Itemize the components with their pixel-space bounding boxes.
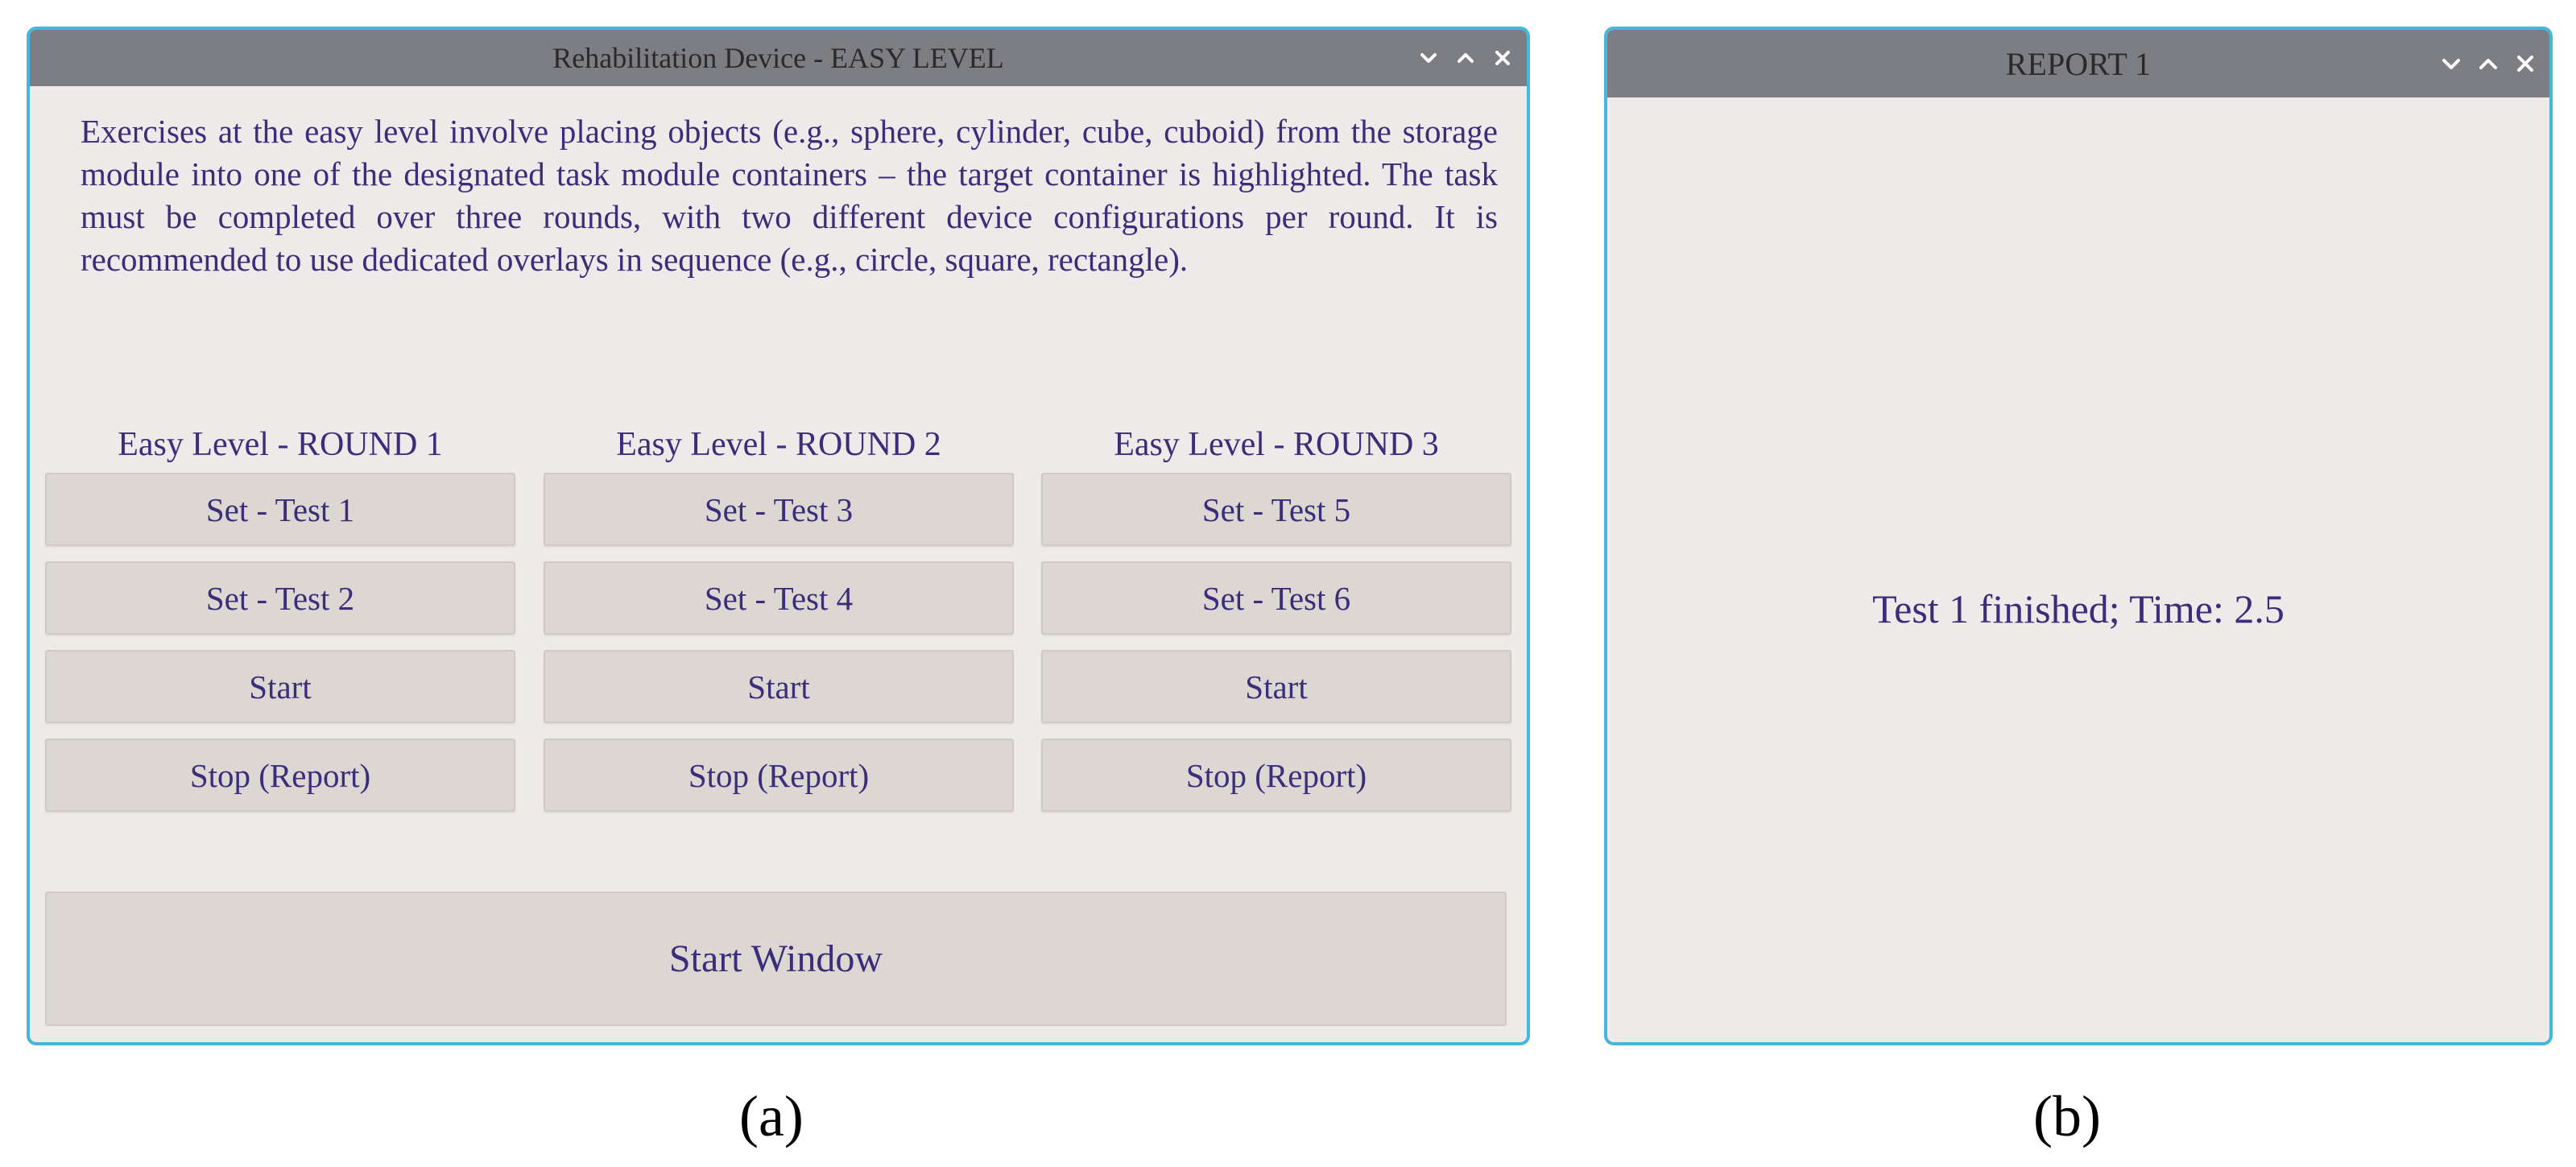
set-test-6-button[interactable]: Set - Test 6 xyxy=(1041,561,1511,635)
report-result-text: Test 1 finished; Time: 2.5 xyxy=(1872,586,2284,631)
set-test-4-button[interactable]: Set - Test 4 xyxy=(544,561,1014,635)
window-title: Rehabilitation Device - EASY LEVEL xyxy=(552,42,1004,74)
round-3-column xyxy=(1041,421,1511,827)
set-test-5-button[interactable]: Set - Test 5 xyxy=(1041,473,1511,546)
chevron-up-icon xyxy=(1457,52,1474,64)
chevron-down-icon xyxy=(2442,58,2461,70)
start-round-2-button[interactable]: Start xyxy=(544,650,1014,723)
set-test-1-button[interactable]: Set - Test 1 xyxy=(45,473,515,546)
chevron-up-icon xyxy=(2479,58,2498,70)
maximize-button[interactable] xyxy=(1449,42,1482,74)
stop-report-round-3-button[interactable]: Stop (Report) xyxy=(1041,739,1511,812)
stop-report-round-2-button[interactable]: Stop (Report) xyxy=(544,739,1014,812)
stop-report-round-1-button[interactable]: Stop (Report) xyxy=(45,739,515,812)
easy-level-titlebar[interactable] xyxy=(30,30,1527,86)
chevron-down-icon xyxy=(1420,52,1437,64)
round-1-heading: Easy Level - ROUND 1 xyxy=(118,426,443,463)
easy-level-window xyxy=(27,27,1530,1045)
report-window-controls xyxy=(2435,30,2541,97)
report-minimize-button[interactable] xyxy=(2435,48,2467,80)
start-round-1-button[interactable]: Start xyxy=(45,650,515,723)
round-2-heading: Easy Level - ROUND 2 xyxy=(616,426,941,463)
round-2-column xyxy=(544,421,1014,827)
report-maximize-button[interactable] xyxy=(2472,48,2504,80)
report-window-title: REPORT 1 xyxy=(2005,45,2152,82)
round-3-heading: Easy Level - ROUND 3 xyxy=(1114,426,1439,463)
report-close-button[interactable] xyxy=(2509,48,2541,80)
report-window xyxy=(1604,27,2553,1045)
caption-b: (b) xyxy=(2033,1084,2101,1148)
close-button[interactable] xyxy=(1486,42,1519,74)
caption-a: (a) xyxy=(739,1084,804,1148)
close-icon xyxy=(2516,55,2534,72)
start-round-3-button[interactable]: Start xyxy=(1041,650,1511,723)
set-test-2-button[interactable]: Set - Test 2 xyxy=(45,561,515,635)
report-titlebar[interactable] xyxy=(1607,30,2549,97)
minimize-button[interactable] xyxy=(1412,42,1445,74)
close-icon xyxy=(1495,50,1511,66)
round-1-column xyxy=(45,421,515,827)
start-window-button[interactable]: Start Window xyxy=(45,892,1507,1026)
set-test-3-button[interactable]: Set - Test 3 xyxy=(544,473,1014,546)
window-controls xyxy=(1412,30,1519,86)
exercise-description: Exercises at the easy level involve placing objects (e.g., sphere, cylinder, cube, cuboid) from the storage module into one of the designated task module containers – the target container is highlighted. The task must be completed over three rounds, with two different device configurations per round. It is recommended to use dedicated overlays in sequence (e.g., circle, square, rectangle). xyxy=(81,113,1498,278)
